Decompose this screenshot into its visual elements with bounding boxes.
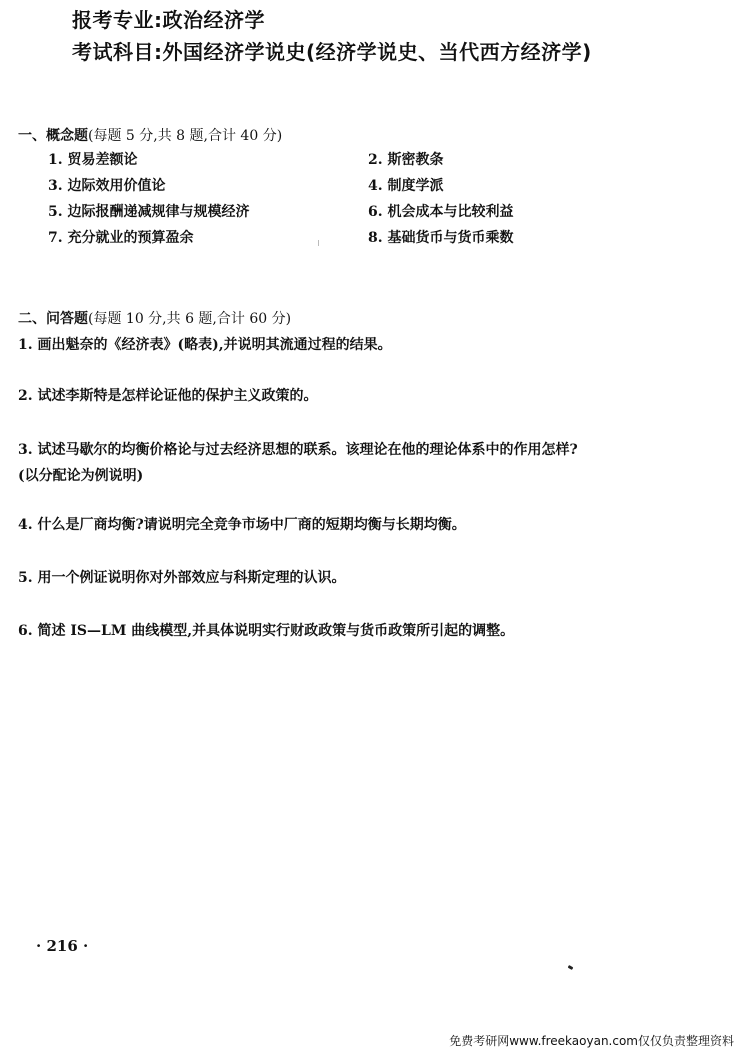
question-item (18, 618, 723, 644)
question-item (18, 565, 723, 591)
question-text-continued: (以分配论为例说明) (18, 468, 144, 484)
scan-speck (568, 965, 574, 970)
question-text: 2. 试述李斯特是怎样论证他的保护主义政策的。 (18, 388, 318, 404)
footer-watermark: 免费考研网www.freekaoyan.com仅仅负责整理资料 (449, 1034, 734, 1048)
concept-row (48, 228, 648, 254)
page-header (72, 4, 732, 68)
concept-row (48, 176, 648, 202)
concept-item: 3. 边际效用价值论 (48, 178, 166, 194)
concept-item: 4. 制度学派 (368, 178, 444, 194)
question-text: 5. 用一个例证说明你对外部效应与科斯定理的认识。 (18, 570, 346, 586)
concept-item: 8. 基础货币与货币乘数 (368, 230, 514, 246)
scan-speck (318, 240, 319, 246)
concept-item: 1. 贸易差额论 (48, 152, 138, 168)
question-text: 6. 简述 IS—LM 曲线模型,并具体说明实行财政政策与货币政策所引起的调整。 (18, 623, 515, 639)
section-questions-meta: (每题 10 分,共 6 题,合计 60 分) (88, 311, 292, 327)
concept-item: 2. 斯密教条 (368, 152, 444, 168)
question-item (18, 512, 723, 538)
section-concepts (18, 126, 723, 146)
question-text: 1. 画出魁奈的《经济表》(略表),并说明其流通过程的结果。 (18, 337, 392, 353)
exam-subject-line: 考试科目:外国经济学说史(经济学说史、当代西方经济学) (72, 40, 592, 64)
section-concepts-heading (18, 126, 723, 146)
concept-list (48, 150, 648, 254)
section-concepts-meta: (每题 5 分,共 8 题,合计 40 分) (88, 128, 283, 144)
section-questions-heading (18, 309, 723, 329)
section-questions (18, 309, 723, 329)
section-concepts-title: 一、概念题 (18, 128, 88, 144)
section-questions-title: 二、问答题 (18, 311, 88, 327)
concept-item: 7. 充分就业的预算盈余 (48, 230, 194, 246)
question-item (18, 437, 723, 489)
concept-item: 5. 边际报酬递减规律与规模经济 (48, 204, 250, 220)
question-item (18, 332, 723, 358)
concept-row (48, 150, 648, 176)
exam-major-line: 报考专业:政治经济学 (72, 8, 265, 32)
page-number: · 216 · (36, 937, 89, 955)
question-text: 4. 什么是厂商均衡?请说明完全竞争市场中厂商的短期均衡与长期均衡。 (18, 517, 466, 533)
concept-row (48, 202, 648, 228)
concept-item: 6. 机会成本与比较利益 (368, 204, 514, 220)
question-text: 3. 试述马歇尔的均衡价格论与过去经济思想的联系。该理论在他的理论体系中的作用怎样? (18, 442, 578, 458)
question-item (18, 383, 723, 409)
